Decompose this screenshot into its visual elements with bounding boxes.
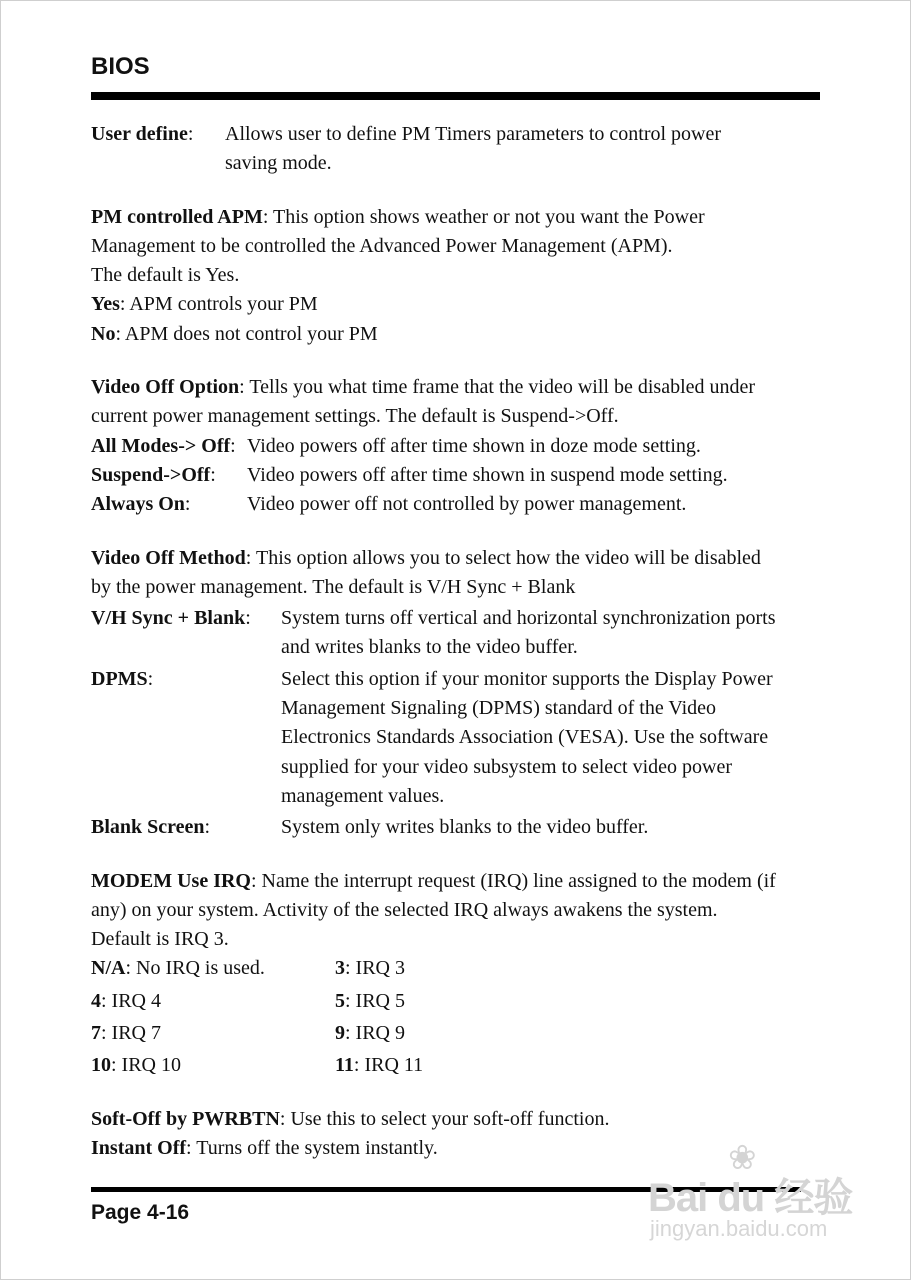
dpms-term [91, 665, 281, 811]
irq-option-text: : No IRQ is used. [125, 957, 265, 980]
dpms-line-3: Electronics Standards Association (VESA). Use the software [281, 726, 769, 749]
irq-option-text: : IRQ 9 [345, 1022, 405, 1045]
section-pm-controlled-apm [91, 203, 821, 349]
user-define-line-2: saving mode. [225, 152, 332, 175]
instant-off-label: Instant Off [91, 1136, 187, 1159]
irq-option [335, 987, 635, 1016]
paw-logo-icon: ❀ [728, 1139, 757, 1177]
modem-irq-default: Default is IRQ 3. [91, 928, 229, 951]
irq-option-label: 7 [91, 1022, 101, 1045]
irq-option-text: : IRQ 11 [353, 1054, 424, 1077]
irq-option-text: : IRQ 7 [101, 1022, 161, 1045]
user-define-row [91, 120, 821, 179]
irq-option [91, 1051, 335, 1080]
user-define-term [91, 120, 225, 179]
always-on-term [91, 490, 247, 519]
always-on-description: Video power off not controlled by power management. [247, 493, 687, 516]
video-off-option-row-always-on [91, 490, 821, 519]
section-modem-use-irq [91, 867, 821, 1081]
header-rule [91, 92, 820, 100]
pm-apm-option-no [91, 320, 821, 349]
all-modes-description: Video powers off after time shown in doze mode setting. [247, 434, 701, 457]
video-off-option-intro-line-2: current power management settings. The default is Suspend->Off. [91, 405, 619, 428]
watermark-url: jingyan.baidu.com [650, 1216, 828, 1241]
irq-option-text: : IRQ 3 [345, 957, 405, 980]
always-on-sep: : [184, 493, 191, 516]
irq-option-label: N/A [91, 957, 126, 980]
video-off-method-row-blank-screen [91, 813, 821, 842]
irq-option-label: 10 [91, 1054, 111, 1077]
irq-option-label: 11 [335, 1054, 354, 1077]
pm-apm-yes-label: Yes [91, 293, 120, 316]
suspend-off-label: Suspend->Off [91, 463, 211, 486]
modem-irq-intro-line-2: any) on your system. Activity of the selected IRQ always awakens the system. [91, 898, 718, 921]
user-define-line-1: Allows user to define PM Timers parameters to control power [225, 123, 722, 145]
video-off-option-row-all-modes [91, 432, 821, 461]
instant-off-text: : Turns off the system instantly. [186, 1136, 438, 1159]
dpms-line-4: supplied for your video subsystem to select video power [281, 755, 733, 778]
user-define-description [225, 120, 821, 179]
irq-option [335, 1051, 635, 1080]
video-off-method-intro-1: : This option allows you to select how the video will be disabled [245, 546, 761, 569]
section-video-off-method [91, 544, 821, 843]
all-modes-label: All Modes-> Off [91, 434, 231, 457]
pm-apm-no-text: : APM does not control your PM [115, 322, 378, 345]
irq-option [91, 954, 335, 983]
always-on-label: Always On [91, 493, 185, 516]
page-header-title: BIOS [91, 53, 150, 80]
soft-off-intro-text: : Use this to select your soft-off function. [279, 1107, 610, 1130]
video-off-method-row-dpms [91, 665, 821, 811]
blank-screen-term [91, 813, 281, 842]
soft-off-label: Soft-Off by PWRBTN [91, 1107, 280, 1130]
section-user-define [91, 120, 821, 179]
irq-option [335, 1019, 635, 1048]
irq-option-text: : IRQ 5 [345, 989, 405, 1012]
irq-option [91, 987, 335, 1016]
pm-apm-intro-line-2: Management to be controlled the Advanced Power Management (APM). [91, 234, 673, 257]
page-number: Page 4-16 [91, 1201, 190, 1224]
pm-apm-yes-text: : APM controls your PM [119, 293, 318, 316]
dpms-line-2: Management Signaling (DPMS) standard of the Video [281, 697, 717, 720]
vh-sync-line-2: and writes blanks to the video buffer. [281, 636, 578, 659]
section-video-off-option [91, 373, 821, 519]
video-off-option-intro-line-1 [91, 373, 821, 402]
video-off-option-intro-1: : Tells you what time frame that the video will be disabled under [239, 376, 756, 399]
pm-apm-intro-line-1 [91, 203, 821, 232]
dpms-label: DPMS [91, 667, 148, 690]
vh-sync-description [281, 604, 821, 663]
irq-option [335, 954, 635, 983]
modem-irq-label: MODEM Use IRQ [91, 869, 251, 892]
pm-apm-no-label: No [91, 322, 116, 345]
suspend-off-sep: : [210, 463, 216, 486]
video-off-method-label: Video Off Method [91, 546, 246, 569]
dpms-line-5: management values. [281, 784, 445, 807]
irq-option-text: : IRQ 10 [111, 1054, 181, 1077]
dpms-description [281, 665, 821, 811]
irq-option [91, 1019, 335, 1048]
vh-sync-line-1: System turns off vertical and horizontal synchronization ports [281, 607, 776, 630]
modem-irq-options-grid [91, 954, 821, 1080]
user-define-sep: : [187, 123, 194, 145]
page-content [91, 120, 821, 1187]
pm-apm-intro-1: : This option shows weather or not you want the Power [262, 205, 705, 228]
watermark-logo-text: Bai du 经验 [648, 1176, 853, 1220]
dpms-sep: : [147, 667, 154, 690]
suspend-off-term [91, 461, 247, 490]
irq-option-label: 4 [91, 989, 101, 1012]
pm-apm-default: The default is Yes. [91, 264, 240, 287]
irq-option-label: 9 [335, 1022, 345, 1045]
video-off-option-row-suspend [91, 461, 821, 490]
blank-screen-description: System only writes blanks to the video buffer. [281, 816, 649, 839]
modem-irq-intro-1: : Name the interrupt request (IRQ) line assigned to the modem (if [250, 869, 776, 892]
blank-screen-sep: : [204, 816, 211, 839]
all-modes-sep: : [230, 434, 236, 457]
modem-irq-intro-line-1 [91, 867, 821, 896]
vh-sync-sep: : [245, 607, 251, 630]
vh-sync-label: V/H Sync + Blank [91, 607, 246, 630]
soft-off-intro [91, 1105, 821, 1134]
suspend-off-description: Video powers off after time shown in suspend mode setting. [247, 463, 728, 486]
video-off-method-intro-line-1 [91, 544, 821, 573]
video-off-method-row-vh-sync [91, 604, 821, 663]
irq-option-text: : IRQ 4 [101, 989, 161, 1012]
user-define-label: User define [91, 123, 188, 145]
video-off-method-intro-line-2: by the power management. The default is V/H Sync + Blank [91, 575, 576, 598]
video-off-option-label: Video Off Option [91, 376, 240, 399]
pm-apm-option-yes [91, 290, 821, 319]
irq-option-label: 3 [335, 957, 345, 980]
irq-option-label: 5 [335, 989, 345, 1012]
vh-sync-term [91, 604, 281, 663]
blank-screen-label: Blank Screen [91, 816, 205, 839]
all-modes-term [91, 432, 247, 461]
dpms-line-1: Select this option if your monitor supports the Display Power [281, 667, 773, 690]
pm-apm-label: PM controlled APM [91, 205, 263, 228]
baidu-watermark [648, 1138, 878, 1248]
